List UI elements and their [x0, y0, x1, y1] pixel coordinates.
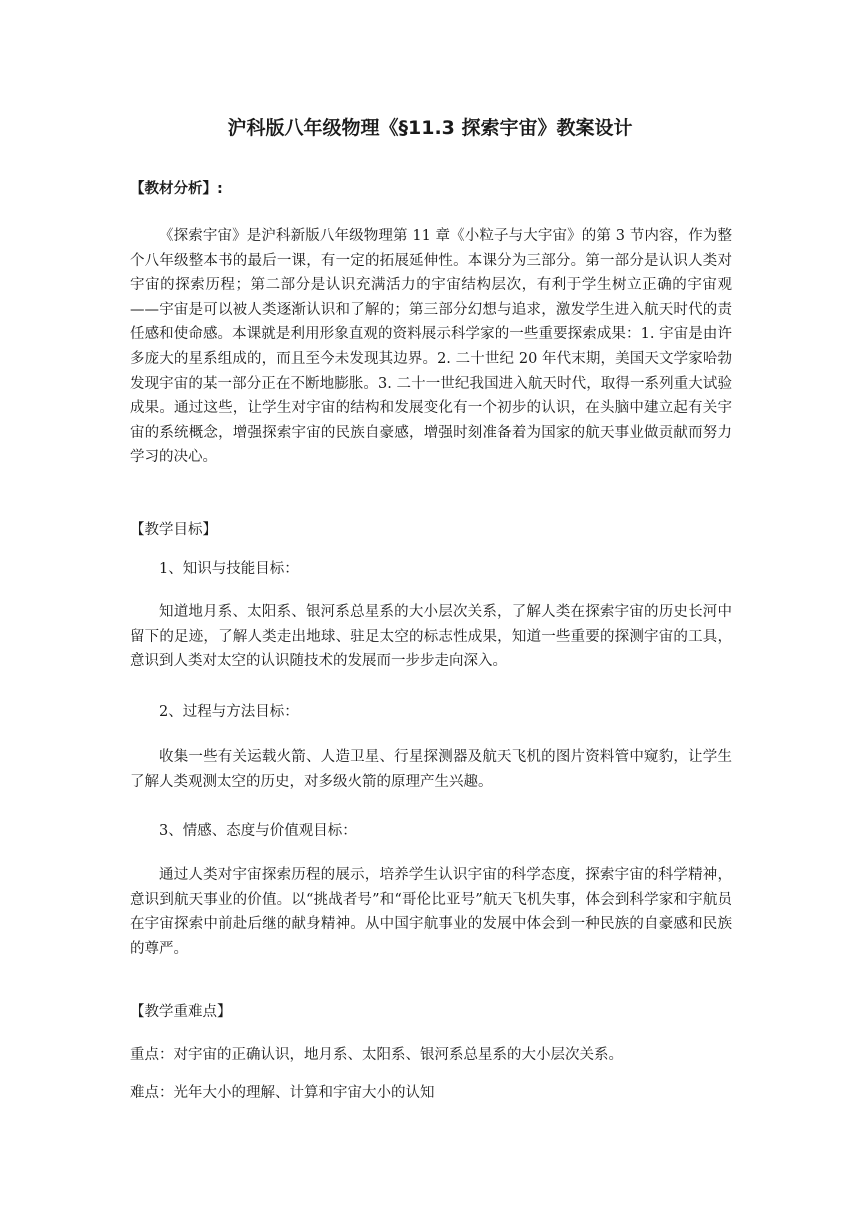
key-point-text: 重点：对宇宙的正确认识，地月系、太阳系、银河系总星系的大小层次关系。 [130, 1047, 623, 1063]
difficult-point-text: 难点：光年大小的理解、计算和宇宙大小的认知 [130, 1085, 435, 1101]
emotion-objective-heading: 3、情感、态度与价值观目标： [159, 823, 357, 839]
analysis-paragraph: 《探索宇宙》是沪科新版八年级物理第 11 章《小粒子与大宇宙》的第 3 节内容，作为整个八年级整本书的最后一课，有一定的拓展延伸性。本课分为三部分。第一部分是认识人类对宇宙的探索历程；第二部分是认识充满活力的宇宙结构层次，有利于学生树立正确的宇宙观——宇宙是可以被人类逐渐认识和了解的；第三部分幻想与追求，激发学生进入航天时代的责任感和使命感。本课就是利用形象直观的资料展示科学家的一些重要探索成果：1. 宇宙是由许多庞大的星系组成的，而且至今未发现其边界。2. 二十世纪 20 年代末期，美国天文学家哈勃发现宇宙的某一部分正在不断地膨胀。3. 二十一世纪我国进入航天时代，取得一系列重大试验成果。通过这些，让学生对宇宙的结构和发展变化有一个初步的认识，在头脑中建立起有关宇宙的系统概念，增强探索宇宙的民族自豪感，增强时刻准备着为国家的航天事业做贡献而努力学习的决心。 [130, 228, 732, 466]
process-objective-text: 收集一些有关运载火箭、人造卫星、行星探测器及航天飞机的图片资料管中窥豹，让学生了解人类观测太空的历史，对多级火箭的原理产生兴趣。 [130, 749, 732, 790]
process-objective-heading: 2、过程与方法目标： [159, 704, 299, 720]
key-points-heading: 【教学重难点】 [130, 1004, 232, 1020]
analysis-heading: 【教材分析】: [130, 181, 223, 197]
document-title: 沪科版八年级物理《§11.3 探索宇宙》教案设计 [227, 117, 633, 139]
objectives-heading: 【教学目标】 [130, 522, 217, 538]
emotion-objective-text: 通过人类对宇宙探索历程的展示，培养学生认识宇宙的科学态度，探索宇宙的科学精神，意识到航天事业的价值。以“挑战者号”和“哥伦比亚号”航天飞机失事，体会到科学家和宇航员在宇宙探索中前赴后继的献身精神。从中国宇航事业的发展中体会到一种民族的自豪感和民族的尊严。 [130, 867, 732, 957]
knowledge-objective-text: 知道地月系、太阳系、银河系总星系的大小层次关系，了解人类在探索宇宙的历史长河中留下的足迹，了解人类走出地球、驻足太空的标志性成果，知道一些重要的探测宇宙的工具，意识到人类对太空的认识随技术的发展而一步步走向深入。 [130, 604, 732, 670]
knowledge-objective-heading: 1、知识与技能目标： [159, 561, 299, 577]
